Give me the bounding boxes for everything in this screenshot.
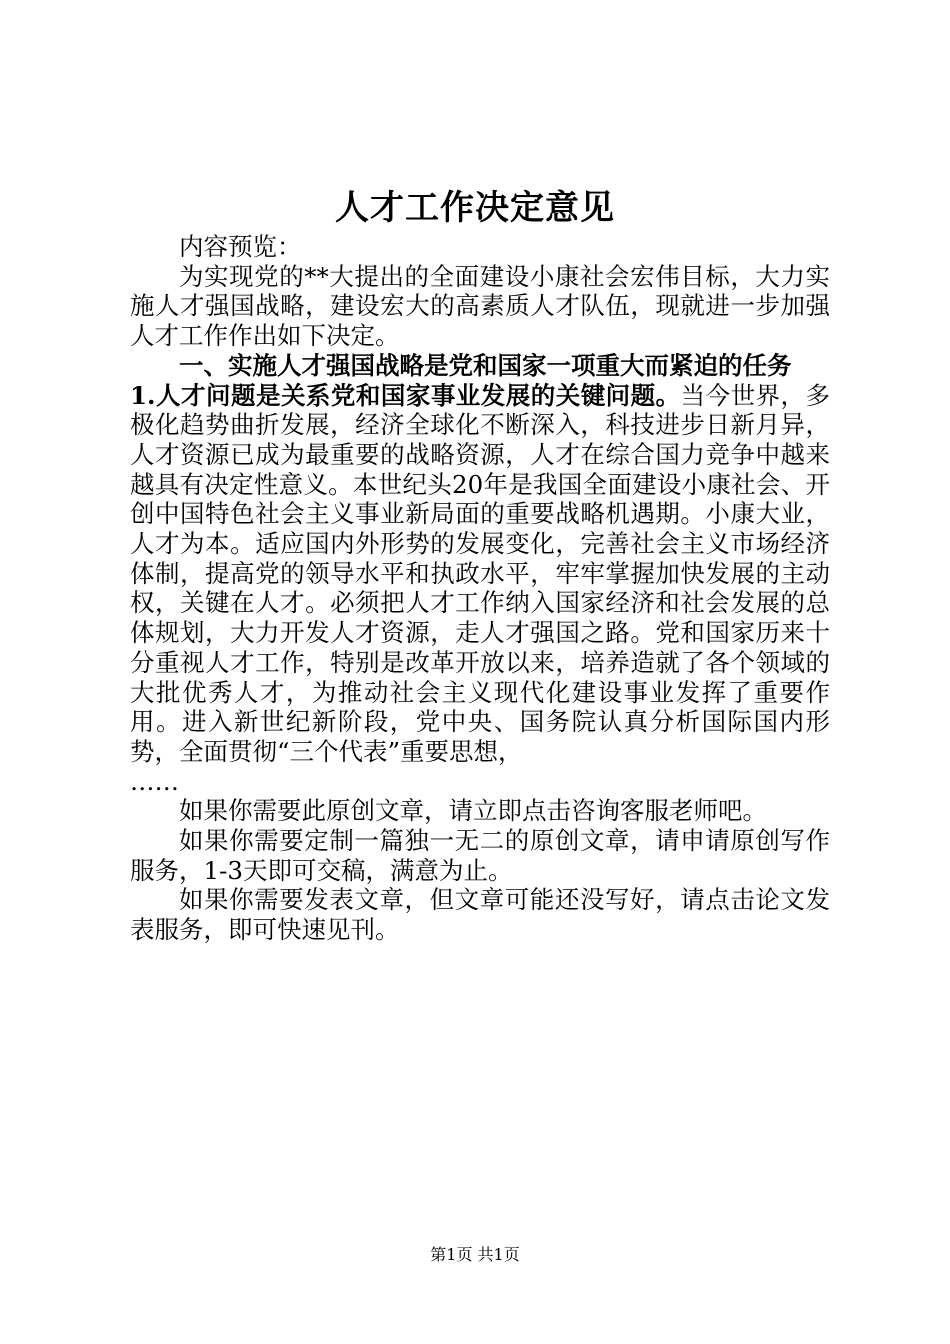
ellipsis: …… (130, 766, 179, 796)
preview-label: 内容预览： (179, 232, 302, 261)
section-heading: 一、实施人才强国战略是党和国家一项重大而紧迫的任务 (179, 350, 792, 380)
point-heading: 1.人才问题是关系党和国家事业发展的关键问题。 (130, 380, 681, 410)
point-body: 当今世界，多极化趋势曲折发展，经济全球化不断深入，科技进步日新月异，人才资源已成为最重要的战略资源，人才在综合国力竞争中越来越具有决定性意义。本世纪头20年是我国全面建设小康社会、开创中国特色社会主义事业新局面的重要战略机遇期。小康大业，人才为本。适应国内外形势的发展变化，完善社会主义市场经济体制，提高党的领导水平和执政水平，牢牢掌握加快发展的主动权，关键在人才。必须把人才工作纳入国家经济和社会发展的总体规划，大力开发人才资源，走人才强国之路。党和国家历来十分重视人才工作，特别是改革开放以来，培养造就了各个领域的大批优秀人才，为推动社会主义现代化建设事业发挥了重要作用。进入新世纪新阶段，党中央、国务院认真分析国际国内形势，全面贯彻“三个代表”重要思想， (130, 380, 831, 766)
intro-paragraph: 为实现党的**大提出的全面建设小康社会宏伟目标，大力实施人才强国战略，建设宏大的高素质人才队伍，现就进一步加强人才工作作出如下决定。 (130, 261, 830, 351)
section-paragraph (130, 381, 830, 767)
document-title: 人才工作决定意见 (335, 188, 615, 228)
document-body (130, 232, 830, 945)
page-number: 第1页 共1页 (430, 1245, 520, 1264)
notice-custom-writing: 如果你需要定制一篇独一无二的原创文章，请申请原创写作服务，1-3天即可交稿，满意为止。 (130, 826, 830, 885)
notice-consult: 如果你需要此原创文章，请立即点击咨询客服老师吧。 (179, 796, 767, 826)
notice-publication: 如果你需要发表文章，但文章可能还没写好，请点击论文发表服务，即可快速见刊。 (130, 885, 830, 945)
